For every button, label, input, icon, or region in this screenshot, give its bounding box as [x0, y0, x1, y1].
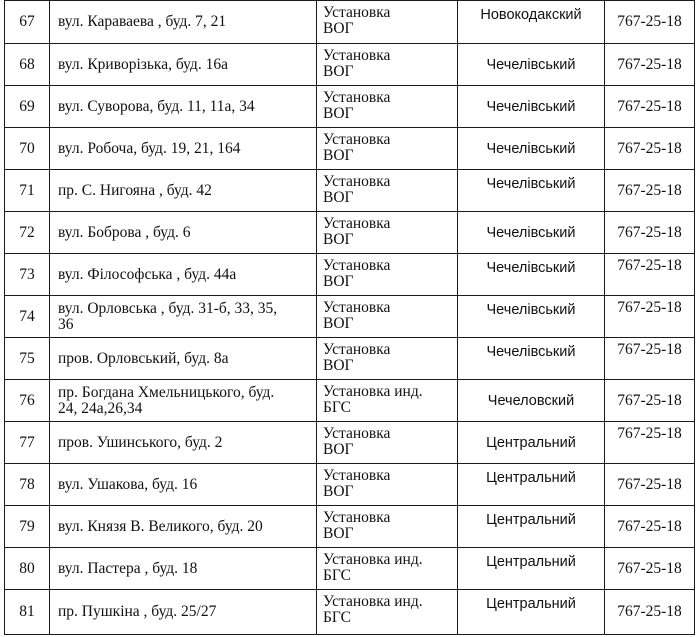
address-cell: [50, 44, 317, 86]
phone-cell: 767-25-18: [605, 44, 695, 86]
phone-cell: 767-25-18: [605, 464, 695, 506]
phone-cell: 767-25-18: [605, 86, 695, 128]
installation-type-line: Установка: [323, 467, 391, 484]
district-cell: Чечелівський: [458, 44, 605, 86]
installation-type-line: Установка: [323, 4, 391, 21]
address-cell: [50, 86, 317, 128]
installation-type-line: Установка: [323, 173, 391, 190]
district-cell: Чечелівський: [458, 128, 605, 170]
address-cell: [50, 506, 317, 548]
row-number: 70: [5, 128, 50, 170]
phone-cell: 767-25-18: [605, 590, 695, 635]
district-cell: Чечелівський: [458, 296, 605, 338]
installation-type-line: Установка: [323, 47, 391, 64]
installation-type-line: ВОГ: [323, 147, 354, 164]
row-number: 73: [5, 254, 50, 296]
address-line: 24, 24а,26,34: [58, 399, 143, 417]
row-number: 75: [5, 338, 50, 380]
installation-type-line: БГС: [323, 399, 351, 416]
phone-cell: 767-25-18: [605, 548, 695, 590]
installation-type-line: ВОГ: [323, 525, 354, 542]
district-cell: Центральний: [458, 590, 605, 635]
district-cell: Центральний: [458, 464, 605, 506]
address-line: пр. Пушкіна , буд. 25/27: [58, 603, 217, 620]
installation-type-line: Установка: [323, 215, 391, 232]
district-cell: Чечелівський: [458, 338, 605, 380]
installation-type-cell: [317, 170, 458, 212]
installation-type-line: Установка: [323, 299, 391, 316]
installation-type-line: ВОГ: [323, 20, 354, 37]
installation-type-line: Установка: [323, 131, 391, 148]
row-number: 81: [5, 590, 50, 635]
addresses-table: [4, 0, 695, 635]
phone-cell: 767-25-18: [605, 170, 695, 212]
installation-type-line: ВОГ: [323, 63, 354, 80]
address-line: вул. Філософська , буд. 44а: [58, 265, 237, 283]
row-number: 80: [5, 548, 50, 590]
installation-type-cell: [317, 464, 458, 506]
row-number: 72: [5, 212, 50, 254]
table-row: [5, 464, 695, 506]
installation-type-line: Установка инд.: [323, 551, 423, 568]
table-row: [5, 44, 695, 86]
installation-type-line: ВОГ: [323, 315, 354, 332]
address-cell: [50, 212, 317, 254]
installation-type-cell: [317, 254, 458, 296]
phone-cell: 767-25-18: [605, 338, 695, 380]
address-line: вул. Ушакова, буд. 16: [58, 475, 198, 493]
district-cell: Чечелівський: [458, 254, 605, 296]
row-number: 69: [5, 86, 50, 128]
address-line: вул. Робоча, буд. 19, 21, 164: [58, 139, 241, 157]
table-row: [5, 506, 695, 548]
row-number: 77: [5, 422, 50, 464]
table-row: [5, 86, 695, 128]
district-cell: Новокодакский: [458, 1, 605, 44]
phone-cell: 767-25-18: [605, 254, 695, 296]
installation-type-line: Установка: [323, 341, 391, 358]
address-line: вул. Суворова, буд. 11, 11а, 34: [58, 97, 255, 115]
row-number: 71: [5, 170, 50, 212]
district-cell: Центральний: [458, 422, 605, 464]
address-line: вул. Пастера , буд. 18: [58, 559, 198, 577]
installation-type-cell: [317, 86, 458, 128]
address-line: вул. Криворізька, буд. 16а: [58, 55, 228, 73]
phone-cell: 767-25-18: [605, 128, 695, 170]
district-cell: Чечелівський: [458, 212, 605, 254]
installation-type-line: ВОГ: [323, 105, 354, 122]
address-cell: [50, 338, 317, 380]
table-row: [5, 212, 695, 254]
district-cell: Центральний: [458, 548, 605, 590]
installation-type-line: Установка: [323, 509, 391, 526]
address-cell: [50, 170, 317, 212]
installation-type-line: ВОГ: [323, 483, 354, 500]
address-cell: [50, 464, 317, 506]
installation-type-line: БГС: [323, 567, 351, 584]
phone-cell: 767-25-18: [605, 296, 695, 338]
installation-type-cell: [317, 548, 458, 590]
installation-type-cell: [317, 44, 458, 86]
row-number: 67: [5, 1, 50, 44]
address-line: пр. С. Нигояна , буд. 42: [58, 181, 212, 199]
address-cell: [50, 380, 317, 422]
table-row: [5, 128, 695, 170]
district-cell: Чечеловский: [458, 380, 605, 422]
table-row: [5, 170, 695, 212]
address-line: вул. Князя В. Великого, буд. 20: [58, 517, 263, 535]
address-cell: [50, 128, 317, 170]
row-number: 68: [5, 44, 50, 86]
address-line: вул. Караваева , буд. 7, 21: [58, 13, 227, 30]
installation-type-line: Установка инд.: [323, 383, 423, 400]
row-number: 79: [5, 506, 50, 548]
installation-type-line: Установка инд.: [323, 593, 423, 610]
district-cell: Центральний: [458, 506, 605, 548]
installation-type-line: Установка: [323, 257, 391, 274]
installation-type-cell: [317, 338, 458, 380]
installation-type-line: Установка: [323, 425, 391, 442]
table-row: [5, 1, 695, 44]
table-row: [5, 296, 695, 338]
table-row: [5, 422, 695, 464]
address-cell: [50, 590, 317, 635]
installation-type-line: ВОГ: [323, 357, 354, 374]
installation-type-line: ВОГ: [323, 189, 354, 206]
installation-type-cell: [317, 506, 458, 548]
phone-cell: 767-25-18: [605, 506, 695, 548]
installation-type-cell: [317, 128, 458, 170]
address-cell: [50, 548, 317, 590]
installation-type-cell: [317, 212, 458, 254]
installation-type-cell: [317, 422, 458, 464]
address-line: пров. Ушинського, буд. 2: [58, 433, 223, 451]
address-cell: [50, 296, 317, 338]
address-cell: [50, 422, 317, 464]
table-row: [5, 590, 695, 635]
table-body: [5, 1, 695, 635]
row-number: 78: [5, 464, 50, 506]
phone-cell: 767-25-18: [605, 422, 695, 464]
installation-type-cell: [317, 296, 458, 338]
district-cell: Чечелівський: [458, 170, 605, 212]
row-number: 76: [5, 380, 50, 422]
address-cell: [50, 1, 317, 44]
address-line: пр. Богдана Хмельницького, буд.: [58, 383, 275, 401]
address-line: вул. Орловська , буд. 31-б, 33, 35,: [58, 299, 278, 317]
district-cell: Чечелівський: [458, 86, 605, 128]
installation-type-cell: [317, 1, 458, 44]
installation-type-line: Установка: [323, 89, 391, 106]
table-row: [5, 338, 695, 380]
installation-type-cell: [317, 590, 458, 635]
phone-cell: 767-25-18: [605, 212, 695, 254]
table-row: [5, 548, 695, 590]
address-line: вул. Боброва , буд. 6: [58, 223, 191, 241]
table-row: [5, 380, 695, 422]
phone-cell: 767-25-18: [605, 1, 695, 44]
phone-cell: 767-25-18: [605, 380, 695, 422]
table-row: [5, 254, 695, 296]
address-line: 36: [58, 315, 74, 333]
address-cell: [50, 254, 317, 296]
address-line: пров. Орловський, буд. 8а: [58, 349, 229, 367]
installation-type-line: БГС: [323, 609, 351, 626]
installation-type-line: ВОГ: [323, 441, 354, 458]
installation-type-cell: [317, 380, 458, 422]
installation-type-line: ВОГ: [323, 231, 354, 248]
row-number: 74: [5, 296, 50, 338]
installation-type-line: ВОГ: [323, 273, 354, 290]
